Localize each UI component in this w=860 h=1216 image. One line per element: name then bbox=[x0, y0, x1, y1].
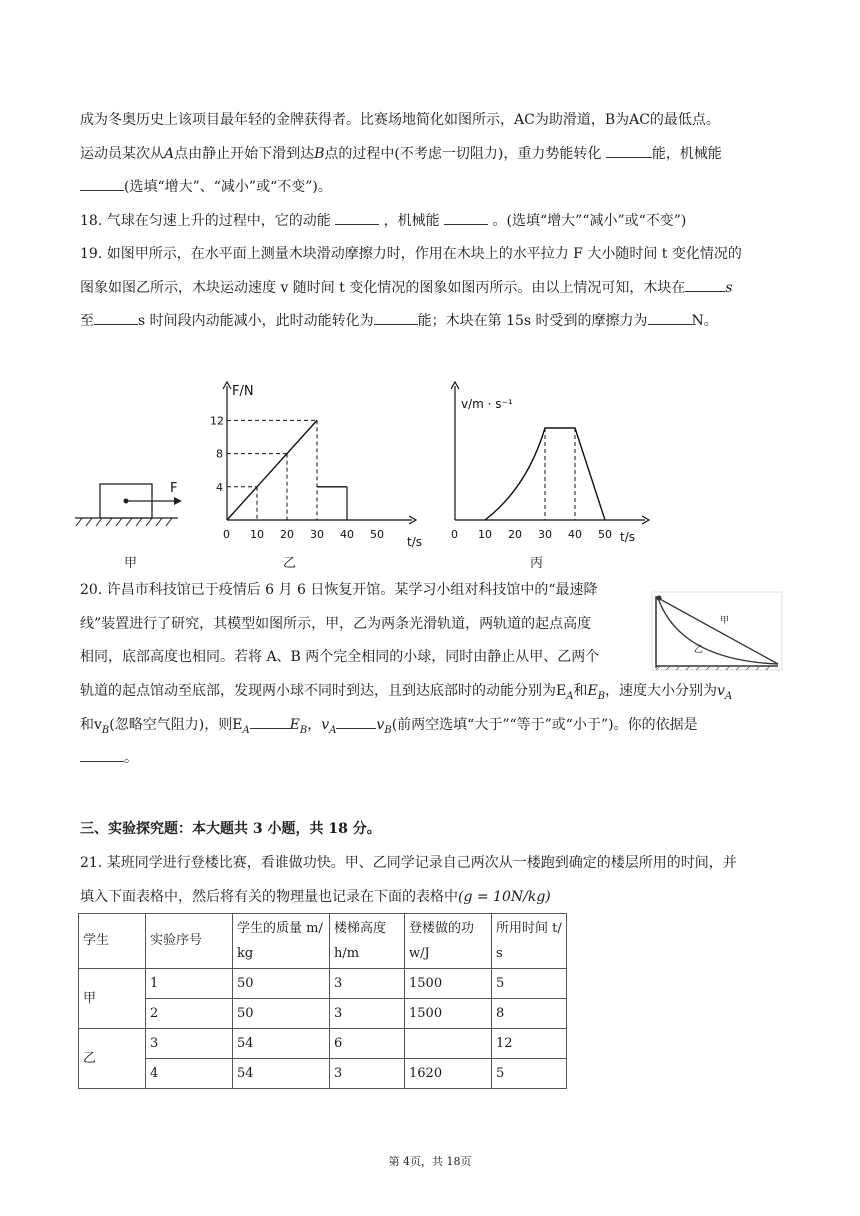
caption-bing: 丙 bbox=[530, 556, 544, 571]
x-tick-label: 50 bbox=[370, 528, 384, 541]
table-row: 甲 1 50 3 1500 5 bbox=[79, 969, 567, 999]
q19-line-1: 19. 如图甲所示，在水平面上测量木块滑动摩擦力时，作用在木块上的水平拉力 F 大小随时间 t 变化情况的 bbox=[80, 246, 742, 262]
figure-jia bbox=[70, 470, 190, 530]
x-tick-label: 40 bbox=[340, 528, 354, 541]
x-tick-label: 10 bbox=[250, 528, 264, 541]
caption-jia: 甲 bbox=[124, 556, 138, 571]
chart-velocity-time bbox=[440, 378, 660, 550]
caption-yi: 乙 bbox=[283, 556, 297, 571]
header-trial: 实验序号 bbox=[146, 914, 233, 969]
y-tick-label: 12 bbox=[210, 414, 224, 428]
climbing-data-table bbox=[78, 913, 567, 1089]
track-label-jia: 甲 bbox=[720, 616, 730, 626]
track-label-yi: 乙 bbox=[694, 645, 704, 655]
q17-line-1: 成为冬奥历史上该项目最年轻的金牌获得者。比赛场地简化如图所示，AC为助滑道，B为AC的最低点。 bbox=[80, 112, 720, 128]
series-line-0 bbox=[227, 420, 317, 520]
header-time: 所用时间 t/ s bbox=[492, 914, 567, 969]
force-label: F bbox=[170, 481, 178, 496]
q17-line-3: (选填“增大”、“减小”或“不变”)。 bbox=[80, 171, 790, 205]
y-tick-label: 8 bbox=[216, 447, 223, 461]
header-student: 学生 bbox=[79, 914, 146, 969]
question-17-tail bbox=[80, 104, 790, 205]
question-20-cont: 轨道的起点馆动至底部，发现两小球不同时到达，且到达底部时的动能分别为$E_A$和$E_B$，速度大小分别为$v_A$ 和$v_B$(忽略空气阻力)，则$E_A$ $E_B$，$v_A$ $v_B$(前两空选填“大于”“等于”或“小于”)。你的依据是 。 bbox=[80, 683, 733, 766]
student-cell: 乙 bbox=[79, 1029, 146, 1089]
x-tick-label: 30 bbox=[538, 528, 552, 541]
y-axis-label: v/m · s⁻¹ bbox=[461, 397, 513, 411]
section-3-heading: 三、实验探究题：本大题共 3 小题，共 18 分。 bbox=[80, 821, 381, 837]
x-tick-label: 40 bbox=[568, 528, 582, 541]
x-axis-label: t/s bbox=[407, 535, 422, 549]
table-row: 乙 3 54 6 12 bbox=[79, 1029, 567, 1059]
x-axis-label: t/s bbox=[620, 530, 635, 544]
x-tick-label: 20 bbox=[280, 528, 294, 541]
x-tick-label: 30 bbox=[310, 528, 324, 541]
q19-line-3: 至 s 时间段内动能减小，此时动能转化为 能；木块在第 15s 时受到的摩擦力为 N。 bbox=[80, 305, 790, 339]
question-18: 18. 气球在匀速上升的过程中，它的动能 ，机械能 。(选填“增大”“减小”或“不变”) bbox=[80, 205, 790, 239]
q19-line-2: 图象如图乙所示，木块运动速度 v 随时间 t 变化情况的图象如图丙所示。由以上情况可知，木块在 s bbox=[80, 272, 790, 306]
y-tick-label: 4 bbox=[216, 480, 223, 494]
table-header-row bbox=[79, 914, 567, 969]
page-footer: 第 4页，共 18页 bbox=[388, 1155, 472, 1168]
header-work: 登楼做的功 w/J bbox=[405, 914, 492, 969]
q17-line-2: 运动员某次从A点由静止开始下滑到达B点的过程中(不考虑一切阻力)，重力势能转化 能，机械能 bbox=[80, 138, 790, 172]
question-21: 21. 某班同学进行登楼比赛，看谁做功快。甲、乙同学记录自己两次从一楼跑到确定的楼层所用的时间，并 填入下面表格中，然后将有关的物理量也记录在下面的表格中(g = 10N/kg) bbox=[80, 855, 737, 905]
x-tick-label: 20 bbox=[508, 528, 522, 541]
chart-force-time bbox=[200, 378, 430, 550]
student-cell: 甲 bbox=[79, 969, 146, 1029]
x-tick-label: 0 bbox=[451, 528, 458, 541]
question-19 bbox=[80, 238, 790, 339]
y-axis-label: F/N bbox=[232, 384, 254, 399]
x-tick-label: 50 bbox=[598, 528, 612, 541]
header-height: 楼梯高度 h/m bbox=[330, 914, 405, 969]
table-row: 2 50 3 1500 8 bbox=[79, 999, 567, 1029]
x-tick-label: 0 bbox=[223, 528, 230, 541]
x-tick-label: 10 bbox=[478, 528, 492, 541]
table-row: 4 54 3 1620 5 bbox=[79, 1059, 567, 1089]
header-mass: 学生的质量 m/ kg bbox=[233, 914, 330, 969]
question-20: 20. 许昌市科技馆已于疫情后 6 月 6 日恢复开馆。某学习小组对科技馆中的“最速降 线”装置进行了研究，其模型如图所示，甲，乙为两条光滑轨道，两轨道的起点高度 相同，底部高度也相同。若将 A、B 两个完全相同的小球，同时由静止从甲、乙两个 bbox=[80, 582, 600, 665]
figure-fastest-descent-track bbox=[650, 590, 785, 675]
